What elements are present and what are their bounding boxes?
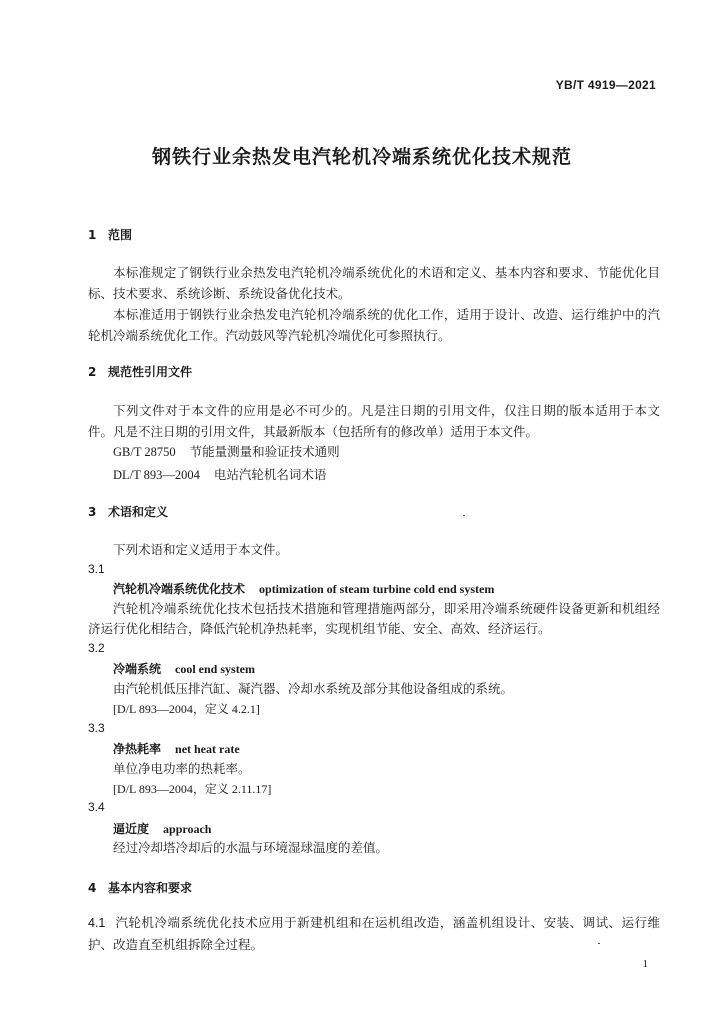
section-2-heading [88, 363, 192, 380]
section-title: 范围 [108, 228, 133, 242]
clause-text: 汽轮机冷端系统优化技术应用于新建机组和在运机组改造，涵盖机组设计、安装、调试、运行维护、改造直至机组拆除全过程。 [88, 915, 660, 952]
clause-number: 4.1 [88, 916, 106, 930]
section-1-heading [88, 226, 132, 243]
term-english: cool end system [175, 662, 256, 676]
term-number: 3.2 [88, 641, 105, 655]
section-3-intro: 下列术语和定义适用于本文件。 [113, 542, 289, 557]
normative-reference [113, 465, 326, 483]
clause-4-1 [88, 912, 660, 955]
term-chinese: 汽轮机冷端系统优化技术 [113, 582, 246, 596]
term-definition: 由汽轮机低压排汽缸、凝汽器、冷却水系统及部分其他设备组成的系统。 [113, 681, 514, 696]
term-chinese: 逼近度 [113, 822, 150, 836]
section-4-heading [88, 879, 192, 896]
term-definition: 经过冷却塔冷却后的水温与环境湿球温度的差值。 [113, 840, 389, 855]
term-english: optimization of steam turbine cold end system [259, 582, 495, 596]
normative-reference [113, 442, 340, 460]
section-title: 基本内容和要求 [108, 881, 193, 895]
term-entry [113, 660, 255, 677]
term-english: approach [163, 822, 212, 836]
section-title: 规范性引用文件 [108, 365, 193, 379]
reference-title: 节能量测量和验证技术通则 [189, 445, 340, 459]
section-number: 2 [88, 365, 97, 379]
reference-code: GB/T 28750 [113, 445, 176, 459]
term-number: 3.1 [88, 562, 105, 576]
section-number: 4 [88, 881, 97, 895]
term-english: net heat rate [175, 742, 240, 756]
page-number: 1 [642, 958, 648, 970]
term-chinese: 净热耗率 [113, 742, 162, 756]
scan-speck [463, 515, 465, 516]
term-source: [D/L 893—2004，定义 4.2.1] [113, 702, 260, 716]
document-title: 钢铁行业余热发电汽轮机冷端系统优化技术规范 [151, 146, 572, 168]
term-number: 3.4 [88, 800, 105, 814]
section-number: 3 [88, 505, 97, 519]
reference-code: DL/T 893—2004 [113, 468, 200, 482]
term-chinese: 冷端系统 [113, 662, 162, 676]
term-definition: 汽轮机冷端系统优化技术包括技术措施和管理措施两部分，即采用冷端系统硬件设备更新和机组经济运行优化相结合，降低汽轮机净热耗率，实现机组节能、安全、高效、经济运行。 [88, 601, 660, 636]
term-entry [113, 820, 211, 837]
standard-code: YB/T 4919—2021 [555, 78, 656, 92]
section-1-paragraph-2: 本标准适用于钢铁行业余热发电汽轮机冷端系统的优化工作，适用于设计、改造、运行维护中的汽轮机冷端系统优化工作。汽动鼓风等汽轮机冷端优化可参照执行。 [88, 307, 660, 343]
section-number: 1 [88, 228, 97, 242]
section-2-paragraph-1: 下列文件对于本文件的应用是必不可少的。凡是注日期的引用文件，仅注日期的版本适用于本文件。凡是不注日期的引用文件，其最新版本（包括所有的修改单）适用于本文件。 [88, 403, 660, 439]
section-title: 术语和定义 [108, 505, 169, 519]
scan-speck [598, 943, 600, 944]
term-definition: 单位净电功率的热耗率。 [113, 761, 251, 776]
section-3-heading [88, 503, 168, 520]
term-entry [113, 580, 494, 597]
section-1-paragraph-1: 本标准规定了钢铁行业余热发电汽轮机冷端系统优化的术语和定义、基本内容和要求、节能优化目标、技术要求、系统诊断、系统设备优化技术。 [88, 265, 660, 301]
reference-title: 电站汽轮机名词术语 [213, 468, 327, 482]
term-entry [113, 740, 240, 757]
term-number: 3.3 [88, 721, 105, 735]
term-source: [D/L 893—2004，定义 2.11.17] [113, 782, 272, 796]
